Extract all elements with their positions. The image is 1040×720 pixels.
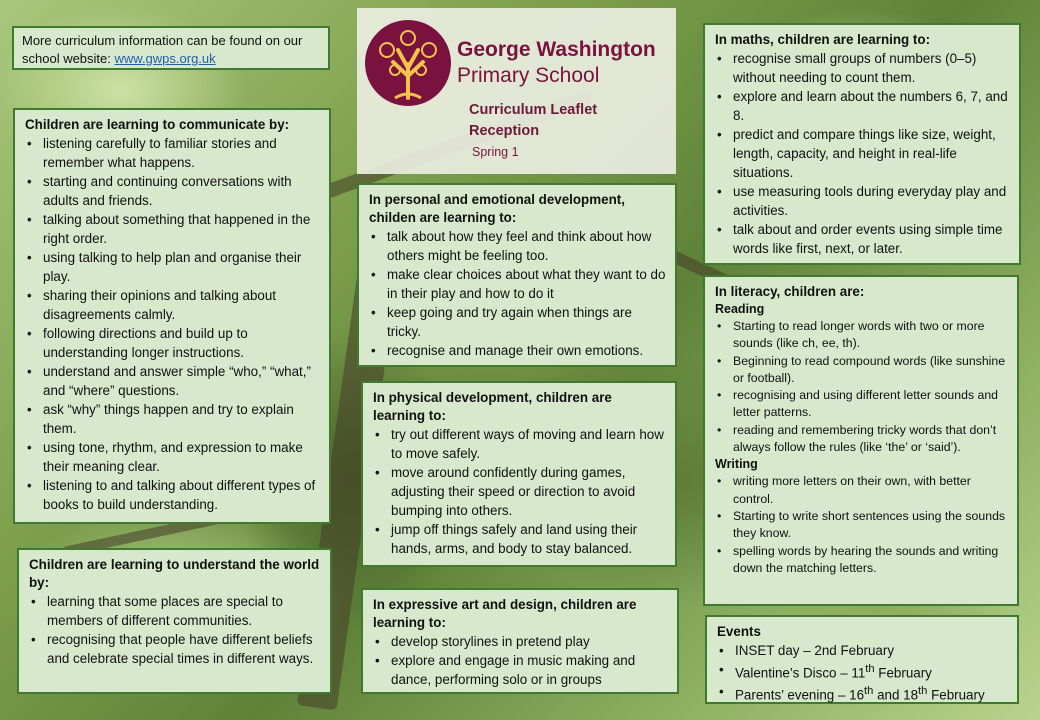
list-item: • Starting to write short sentences using the sounds they know. bbox=[715, 508, 1009, 543]
events-box bbox=[705, 615, 1019, 704]
list-item: • Starting to read longer words with two or more sounds (like ch, ee, th). bbox=[715, 318, 1009, 353]
list-item: • ask “why” things happen and try to explain them. bbox=[25, 400, 321, 438]
list-item: • use measuring tools during everyday play and activities. bbox=[715, 182, 1011, 220]
list-item: • recognise small groups of numbers (0–5) without needing to count them. bbox=[715, 49, 1011, 87]
list-item: • recognise and manage their own emotions. bbox=[369, 341, 667, 360]
list-item: • talk about and order events using simple time words like first, next, or later. bbox=[715, 220, 1011, 258]
world-heading: Children are learning to understand the world by: bbox=[29, 557, 320, 590]
literacy-box bbox=[703, 275, 1019, 606]
list-item: • Beginning to read compound words (like sunshine or football). bbox=[715, 353, 1009, 388]
world-list bbox=[29, 592, 322, 668]
list-item: • predict and compare things like size, weight, length, capacity, and height in real-life situations. bbox=[715, 125, 1011, 182]
list-item: • sharing their opinions and talking about disagreements calmly. bbox=[25, 286, 321, 324]
school-header bbox=[357, 8, 676, 174]
communicate-box bbox=[13, 108, 331, 524]
website-link[interactable]: www.gwps.org.uk bbox=[114, 51, 216, 66]
leaflet-term: Spring 1 bbox=[472, 145, 519, 159]
list-item: • starting and continuing conversations with adults and friends. bbox=[25, 172, 321, 210]
list-item: • spelling words by hearing the sounds and writing down the matching letters. bbox=[715, 543, 1009, 578]
writing-list bbox=[715, 473, 1009, 577]
tree-logo-icon bbox=[365, 20, 451, 106]
school-subtitle: Primary School bbox=[457, 64, 600, 87]
list-item: • recognising that people have different beliefs and celebrate special times in different ways. bbox=[29, 630, 322, 668]
school-logo bbox=[365, 20, 451, 106]
event-text: Parents’ evening – 16 bbox=[735, 687, 865, 703]
physical-heading: In physical development, children are learning to: bbox=[373, 390, 612, 423]
physical-list bbox=[373, 425, 667, 558]
list-item: • explore and engage in music making and dance, performing solo or in groups bbox=[373, 651, 669, 689]
event-text: February bbox=[874, 665, 932, 681]
list-item: • make clear choices about what they want to do in their play and how to do it bbox=[369, 265, 667, 303]
list-item: • talking about something that happened in the right order. bbox=[25, 210, 321, 248]
leaflet-title bbox=[469, 100, 597, 142]
personal-development-box bbox=[357, 183, 677, 367]
event-item bbox=[717, 660, 1009, 682]
list-item: • keep going and try again when things are tricky. bbox=[369, 303, 667, 341]
list-item: • move around confidently during games, adjusting their speed or direction to avoid bumping into others. bbox=[373, 463, 667, 520]
events-heading: Events bbox=[717, 624, 761, 639]
list-item: • talk about how they feel and think about how others might be feeling too. bbox=[369, 227, 667, 265]
expressive-art-box bbox=[361, 588, 679, 694]
maths-box bbox=[703, 23, 1021, 265]
expressive-heading: In expressive art and design, children are learning to: bbox=[373, 597, 637, 630]
personal-list bbox=[369, 227, 667, 360]
event-item bbox=[717, 682, 1009, 704]
leaflet-title-line-1: Curriculum Leaflet bbox=[469, 102, 598, 118]
world-box bbox=[17, 548, 332, 694]
maths-heading: In maths, children are learning to: bbox=[715, 32, 931, 47]
literacy-heading: In literacy, children are: bbox=[715, 284, 865, 299]
list-item: • writing more letters on their own, with better control. bbox=[715, 473, 1009, 508]
event-text: and 18 bbox=[873, 687, 919, 703]
list-item: • using talking to help plan and organise their play. bbox=[25, 248, 321, 286]
ordinal-suffix: th bbox=[865, 663, 875, 675]
list-item: • jump off things safely and land using their hands, arms, and body to stay balanced. bbox=[373, 520, 667, 558]
reading-heading: Reading bbox=[715, 302, 765, 316]
list-item: • recognising and using different letter sounds and letter patterns. bbox=[715, 387, 1009, 422]
writing-heading: Writing bbox=[715, 457, 758, 472]
reading-list bbox=[715, 318, 1009, 456]
leaflet-title-line-2: Reception bbox=[469, 123, 540, 139]
list-item: • listening carefully to familiar stories and remember what happens. bbox=[25, 134, 321, 172]
events-list bbox=[717, 641, 1009, 705]
website-info-text: More curriculum information can be found on our school website: bbox=[22, 33, 303, 66]
list-item: • explore and learn about the numbers 6, 7, and 8. bbox=[715, 87, 1011, 125]
school-name: George Washington bbox=[457, 38, 656, 61]
list-item: • try out different ways of moving and learn how to move safely. bbox=[373, 425, 667, 463]
event-text: INSET day – 2nd February bbox=[735, 643, 895, 658]
expressive-list bbox=[373, 632, 669, 689]
list-item: • develop storylines in pretend play bbox=[373, 632, 669, 651]
list-item: • following directions and build up to understanding longer instructions. bbox=[25, 324, 321, 362]
communicate-heading: Children are learning to communicate by: bbox=[25, 117, 290, 132]
list-item: • using tone, rhythm, and expression to make their meaning clear. bbox=[25, 438, 321, 476]
personal-heading: In personal and emotional development, childen are learning to: bbox=[369, 192, 625, 225]
event-text: Valentine’s Disco – 11 bbox=[735, 665, 866, 681]
website-info-box bbox=[12, 26, 330, 70]
ordinal-suffix: th bbox=[864, 685, 874, 698]
ordinal-suffix: th bbox=[918, 685, 928, 698]
list-item: • listening to and talking about different types of books to build understanding. bbox=[25, 476, 321, 514]
event-item bbox=[717, 641, 1009, 660]
event-text: February bbox=[927, 687, 985, 703]
list-item: • understand and answer simple “who,” “what,” and “where” questions. bbox=[25, 362, 321, 400]
communicate-list bbox=[25, 134, 321, 514]
list-item: • reading and remembering tricky words that don’t always follow the rules (like ‘the’ or ‘said’). bbox=[715, 422, 1009, 457]
list-item: • learning that some places are special to members of different communities. bbox=[29, 592, 322, 630]
physical-development-box bbox=[361, 381, 677, 567]
maths-list bbox=[715, 49, 1011, 258]
